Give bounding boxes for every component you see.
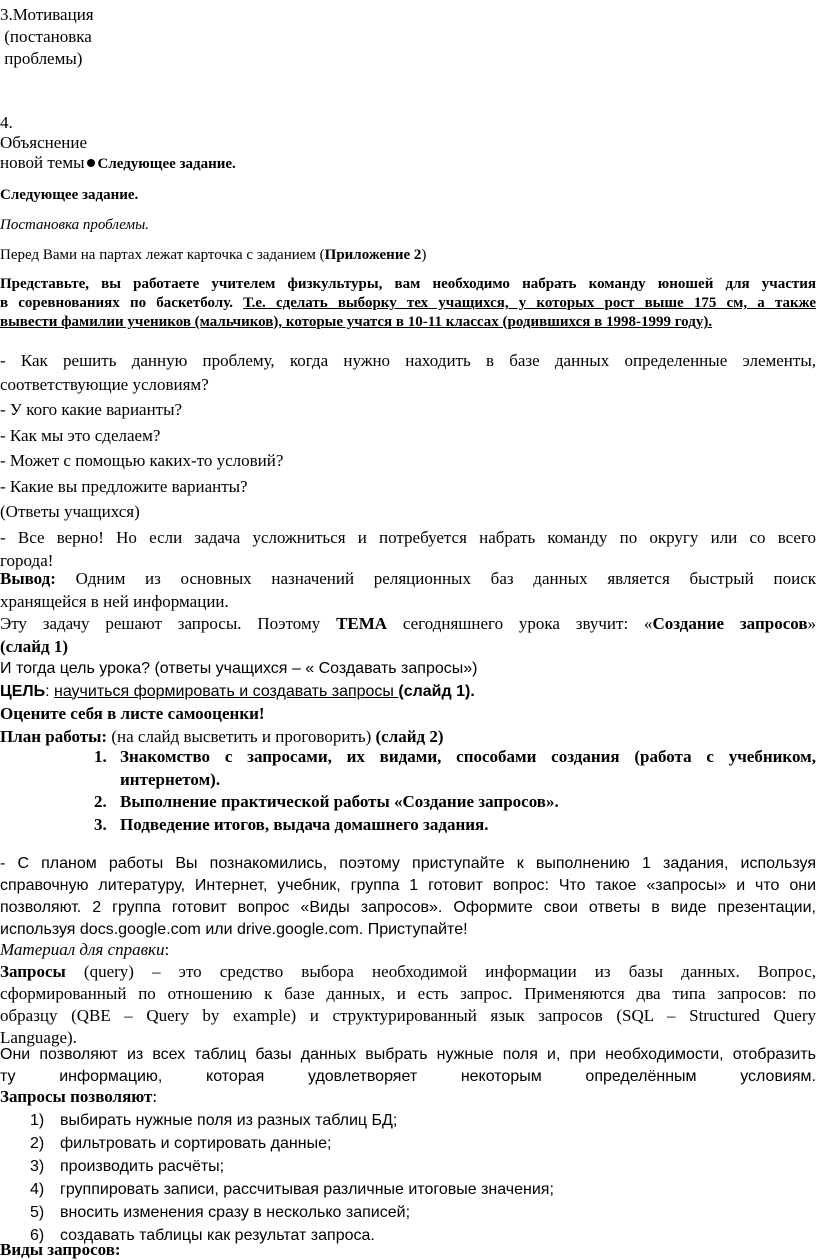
plan-item-number: 2. [94, 792, 107, 811]
paragraph-line: ту информацию, которая удовлетворяет некоторым определённым условиям. [0, 1068, 816, 1085]
plan-text: (на слайд высветить и проговорить) [107, 726, 376, 746]
scenario-line: вывести фамилии учеников (мальчиков), которые учатся в 10-11 классах (родившихся в 1998-1999 году). [0, 314, 713, 330]
reference-label: Материал для справки [0, 940, 165, 959]
inline-task-label: Следующее задание. [97, 156, 236, 172]
capability-text: производить расчёты; [60, 1158, 225, 1175]
capability-item [30, 1201, 554, 1224]
allow-heading [0, 1087, 157, 1106]
topic-label: ТЕМА [336, 614, 388, 633]
definition-line: образцу (QBE – Query by example) и структурированный язык запросов (SQL – Structured Query [0, 1006, 816, 1025]
self-assessment: Оцените себя в листе самооценки! [0, 704, 265, 723]
stage-explanation-line-with-bullet [0, 153, 236, 173]
stage-explanation-line: Объяснение [0, 133, 88, 152]
goal-slide: (слайд 1). [398, 682, 475, 700]
card-intro-end: ) [421, 247, 427, 263]
definition-line: Language). [0, 1028, 77, 1047]
plan-item [94, 814, 816, 837]
definition-term: Запросы [0, 962, 66, 981]
answers-note: (Ответы учащихся) [0, 502, 140, 521]
stage-explanation [0, 113, 236, 173]
capability-text: создавать таблицы как результат запроса. [60, 1227, 375, 1244]
bullet-icon [87, 159, 95, 167]
problem-label: Постановка проблемы. [0, 217, 150, 233]
plan-label: План работы: [0, 726, 108, 746]
plan-item-text: Подведение итогов, выдача домашнего задания. [120, 814, 489, 834]
assignment-line: позволяют. 2 группа готовит вопрос «Виды запросов». Оформите свои ответы в виде презентации, [0, 899, 816, 916]
question-line: соответствующие условиям? [0, 374, 209, 394]
reference-block [0, 939, 816, 1049]
capability-text: выбирать нужные поля из разных таблиц БД; [60, 1112, 398, 1129]
conclusion-label: Вывод: [0, 569, 56, 588]
question-line: - Как мы это сделаем? [0, 425, 161, 445]
capabilities-list [30, 1109, 554, 1247]
allow-label: Запросы позволяют [0, 1087, 153, 1106]
stage-motivation [0, 4, 94, 70]
capability-text: фильтровать и сортировать данные; [60, 1135, 332, 1152]
topic-text: сегодняшнего урока звучит: « [387, 614, 653, 633]
question-line: - Как решить данную проблему, когда нужно находить в базе данных определенные элементы, [0, 351, 816, 370]
capability-number: 3) [30, 1158, 45, 1175]
question-line: - Какие вы предложите варианты? [0, 476, 248, 496]
assignment-line: используя docs.google.com или drive.google.com. Приступайте! [0, 921, 468, 938]
plan-item-text: Знакомство с запросами, их видами, способами создания (работа с учебником, [120, 747, 816, 766]
capability-number: 1) [30, 1112, 45, 1129]
capability-text: группировать записи, рассчитывая различные итоговые значения; [60, 1181, 554, 1198]
capability-item [30, 1178, 554, 1201]
queries-paragraph [0, 1044, 816, 1088]
conclusion-line: хранящейся в ней информации. [0, 591, 229, 611]
plan-item [94, 791, 816, 814]
stage-motivation-line: 3.Мотивация [0, 5, 94, 24]
plan-line [0, 726, 816, 749]
plan-item-text: интернетом). [120, 769, 221, 789]
capability-item [30, 1132, 554, 1155]
conclusion-text: Одним из основных назначений реляционных баз данных является быстрый поиск [55, 569, 816, 588]
scenario-underlined: Т.е. сделать выборку тех учащихся, у которых рост выше 175 см, а также [243, 295, 816, 311]
capability-item [30, 1155, 554, 1178]
scenario-block [0, 275, 816, 332]
stage-motivation-line: (постановка [0, 27, 92, 46]
plan-item-text: Выполнение практической работы «Создание запросов». [120, 792, 559, 811]
capability-text: вносить изменения сразу в несколько записей; [60, 1204, 411, 1221]
goal-label: ЦЕЛЬ [0, 682, 46, 700]
definition-line [0, 961, 816, 983]
capability-number: 2) [30, 1135, 45, 1152]
paragraph-line: Они позволяют из всех таблиц базы данных выбрать нужные поля и, при необходимости, отобразить [0, 1046, 816, 1063]
goal-colon: : [45, 682, 54, 700]
conclusion-block [0, 568, 816, 748]
reference-label-line [0, 939, 816, 961]
response-line: - Все верно! Но если задача усложниться и потребуется набрать команду по округу или со всего [0, 527, 816, 547]
capability-number: 5) [30, 1204, 45, 1221]
reference-colon: : [164, 940, 170, 959]
plan-item-number: 3. [94, 814, 107, 834]
stage-explanation-line: 4. [0, 113, 13, 132]
capability-number: 4) [30, 1181, 45, 1198]
plan-item-number: 1. [94, 747, 107, 766]
task-heading: Следующее задание. [0, 187, 139, 203]
plan-item [94, 746, 816, 791]
card-intro [0, 246, 426, 264]
topic-title: Создание запросов [652, 614, 808, 633]
scenario-text: в соревнованиях по баскетболу. [0, 295, 244, 311]
plan-slide: (слайд 2) [375, 726, 444, 746]
stage-motivation-line: проблемы) [0, 49, 83, 68]
definition-text: (query) – это средство выбора необходимой информации из базы данных. Вопрос, [65, 962, 816, 981]
topic-text: » [807, 614, 816, 633]
goal-question: И тогда цель урока? (ответы учащихся – « Создавать запросы») [0, 660, 478, 677]
appendix-ref: Приложение 2 [324, 247, 422, 263]
discussion-block [0, 349, 816, 573]
conclusion-line [0, 568, 816, 591]
plan-list [94, 746, 816, 836]
assignment-line: - С планом работы Вы познакомились, поэтому приступайте к выполнению 1 задания, используя [0, 855, 816, 872]
assignment-block [0, 853, 816, 941]
goal-text: научиться формировать и создавать запросы [53, 682, 399, 700]
question-line: - У кого какие варианты? [0, 400, 183, 419]
question-line: - Может с помощью каких-то условий? [0, 451, 284, 470]
slide-ref: (слайд 1) [0, 636, 69, 656]
card-intro-text: Перед Вами на партах лежат карточка с заданием ( [0, 247, 325, 263]
types-heading: Виды запросов: [0, 1240, 121, 1259]
scenario-line: Представьте, вы работаете учителем физкультуры, вам необходимо набрать команду юношей для участия [0, 276, 816, 292]
goal-line [0, 681, 816, 704]
capability-number: 6) [30, 1227, 45, 1244]
capability-item [30, 1109, 554, 1132]
assignment-line: справочную литературу, Интернет, учебник, группа 1 готовит вопрос: Что такое «запросы» и что они [0, 877, 816, 894]
response-line: города! [0, 551, 54, 570]
scenario-line [0, 294, 816, 313]
topic-line [0, 613, 816, 636]
definition-line: сформированный по отношению к базе данных, и есть запрос. Применяются два типа запросов: по [0, 984, 816, 1003]
topic-text: Эту задачу решают запросы. Поэтому [0, 614, 337, 633]
allow-colon: : [152, 1087, 158, 1106]
stage-explanation-text: новой темы [0, 153, 85, 172]
